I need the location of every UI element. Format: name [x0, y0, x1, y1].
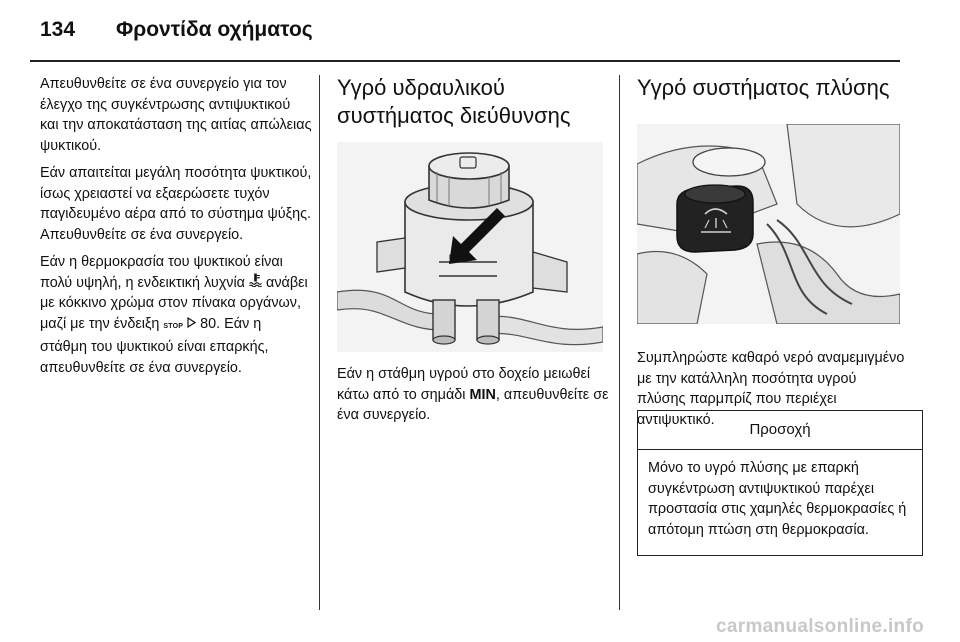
- page-header: [0, 0, 960, 62]
- header-rule: [30, 60, 900, 62]
- steering-reservoir-illustration: [337, 142, 603, 352]
- chapter-title: Φροντίδα οχήματος: [116, 18, 313, 41]
- caution-body: Μόνο το υγρό πλύσης με επαρκή συγκέντρωση αντιψυκτικού παρέχει προστασία στις χαμηλές θερμοκρασίες ή απότομη πτώση στη θερμοκρασία.: [648, 460, 907, 538]
- paragraph: Εάν απαιτείται μεγάλη ποσότητα ψυκτικού, ίσως χρειαστεί να εξαερώσετε τυχόν παγιδευμένο αέρα από το σύστημα ψύξης. Απευθυνθείτε σε ένα συνεργείο.: [40, 165, 312, 243]
- text-run: , απευθυνθείτε σε ένα συνεργείο.: [337, 386, 609, 423]
- watermark: carmanualsonline.info: [716, 616, 924, 637]
- page-number: 134: [40, 18, 76, 41]
- column-washer-fluid: [637, 74, 923, 538]
- text-run: 80. Εάν η στάθμη του ψυκτικού είναι επαρκής, απευθυνθείτε σε ένα συνεργείο.: [40, 315, 269, 376]
- text-run: ανάβει με κόκκινο χρώμα στον πίνακα οργάνων, μαζί με την ένδειξη: [40, 274, 308, 332]
- section-heading: Υγρό υδραυλικού συστήματος διεύθυνσης: [337, 75, 571, 128]
- stop-indicator-label: STOP: [163, 322, 184, 330]
- column-divider: [319, 75, 320, 610]
- paragraph: [337, 364, 609, 426]
- paragraph: Συμπληρώστε καθαρό νερό αναμεμιγμένο με την κατάλληλη ποσότητα υγρού πλύσης παρμπρίζ που περιέχει αντιψυκτικό.: [637, 350, 905, 428]
- column-steering-fluid: [337, 74, 609, 433]
- column-coolant-text: [40, 74, 312, 385]
- caution-title: Προσοχή: [638, 411, 922, 450]
- text-run: Εάν η στάθμη υγρού στο δοχείο μειωθεί κάτω από το σημάδι: [337, 366, 591, 403]
- text-run: Εάν η θερμοκρασία του ψυκτικού είναι πολύ υψηλή, η ενδεικτική λυχνία: [40, 254, 283, 291]
- section-heading: Υγρό συστήματος πλύσης: [637, 75, 890, 100]
- page-reference-arrow-icon: [187, 314, 196, 335]
- caution-box: [637, 410, 923, 556]
- coolant-temperature-icon: [249, 273, 262, 294]
- column-divider: [619, 75, 620, 610]
- min-mark-label: MIN: [469, 386, 496, 403]
- paragraph: [40, 252, 312, 378]
- paragraph: Απευθυνθείτε σε ένα συνεργείο για τον έλεγχο της συγκέντρωσης αντιψυκτικού και την αποκατάσταση της αιτίας απώλειας ψυκτικού.: [40, 76, 312, 154]
- washer-reservoir-illustration: [637, 124, 900, 324]
